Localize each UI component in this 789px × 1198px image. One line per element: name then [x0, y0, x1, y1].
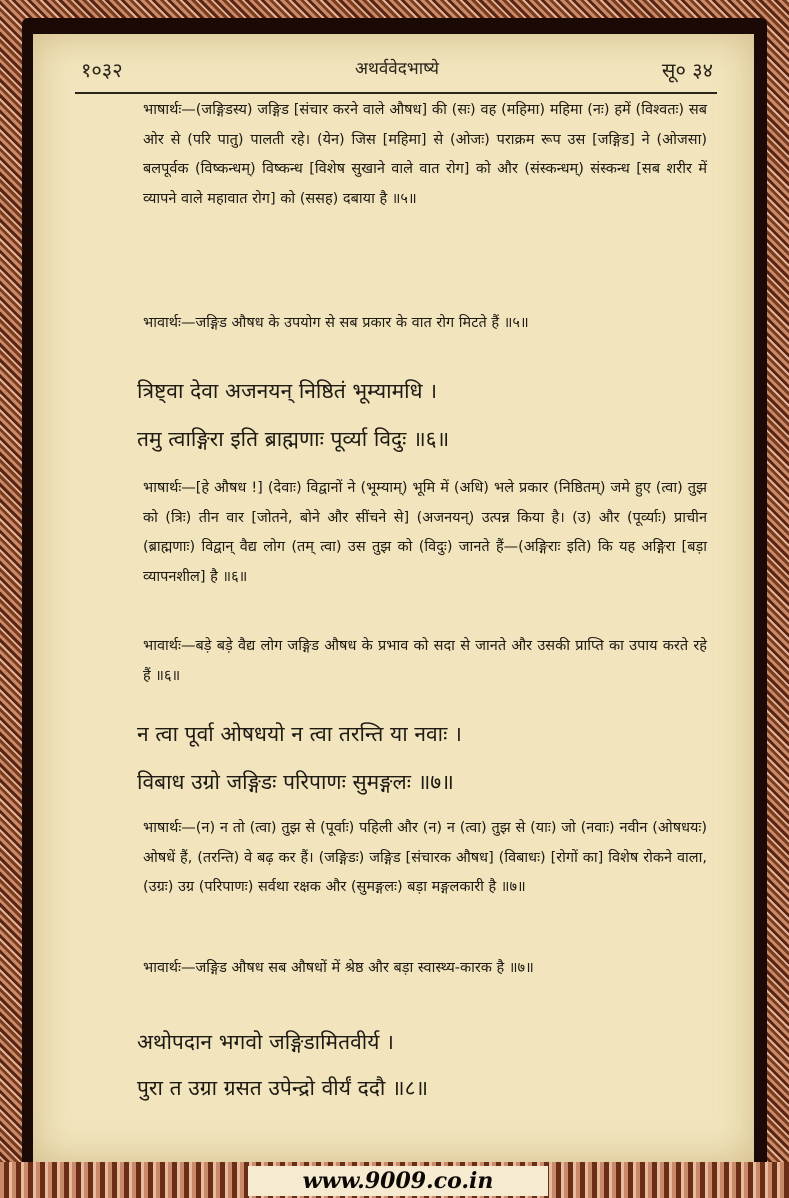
verse-line: अथोपदान भगवो जङ्गिडामितवीर्य । [137, 1030, 395, 1054]
sutra-reference: सू० ३४ [661, 58, 713, 82]
bhasharth-paragraph-7: भाषार्थः—(न) न तो (त्वा) तुझ से (पूर्वाः) पहिली और (न) न (त्वा) तुझ से (याः) जो (नवाः) नवीन (ओषधयः) ओषधें हैं, (तरन्ति) वे बढ़ कर हैं। (जङ्गिडः) जङ्गिड [संचारक औषध] (विबाधः) [रोगों का] विशेष रोकने वाला, (उग्रः) उग्र (परिपाणः) सर्वथा रक्षक और (सुमङ्गलः) बड़ा मङ्गलकारी है ॥७॥ [143, 820, 707, 895]
verse-line: पुरा त उग्रा ग्रसत उपेन्द्रो वीर्यं ददौ ॥८॥ [137, 1076, 429, 1100]
bhasharth-paragraph-6: भाषार्थः—[हे औषध !] (देवाः) विद्वानों ने (भूम्याम्) भूमि में (अधि) भले प्रकार (निष्ठितम्) जमे हुए (त्वा) तुझ को (त्रिः) तीन वार [जोतने, बोने और सींचने से] (अजनयन्) उत्पन्न किया है। (उ) और (पूर्व्याः) प्राचीन (ब्राह्मणाः) विद्वान् वैद्य लोग (तम् त्वा) उस तुझ को (विदुः) जानते हैं—(अङ्गिराः इति) कि यह अङ्गिरा [बड़ा व्यापनशील] है ॥६॥ [143, 480, 707, 585]
verse-line: विबाध उग्रो जङ्गिडः परिपाणः सुमङ्गलः ॥७॥ [137, 770, 454, 794]
bhavarth-paragraph-6: भावार्थः—बड़े बड़े वैद्य लोग जङ्गिड औषध के प्रभाव को सदा से जानते और उसकी प्राप्ति का उपाय करते रहे हैं ॥६॥ [143, 638, 707, 684]
page-number: १०३२ [81, 58, 123, 82]
scanned-page [33, 34, 754, 1162]
verse-line: त्रिष्ट्वा देवा अजनयन् निष्ठितं भूम्यामधि । [137, 379, 438, 403]
bhavarth-paragraph-5: भावार्थः—जङ्गिड औषध के उपयोग से सब प्रकार के वात रोग मिटते हैं ॥५॥ [143, 315, 529, 331]
verse-line: तमु त्वाङ्गिरा इति ब्राह्मणाः पूर्व्या विदुः ॥६॥ [137, 427, 450, 451]
book-title: अथर्ववेदभाष्ये [354, 59, 440, 79]
bhavarth-paragraph-7: भावार्थः—जङ्गिड औषध सब औषधों में श्रेष्ठ और बड़ा स्वास्थ्य-कारक है ॥७॥ [143, 960, 534, 976]
page-header [81, 56, 713, 84]
header-rule [75, 92, 717, 94]
website-watermark: www.9009.co.in [302, 1168, 494, 1194]
bhasharth-paragraph-5: भाषार्थः—(जङ्गिडस्य) जङ्गिड [संचार करने वाले औषध] की (सः) वह (महिमा) महिमा (नः) हमें (विश्वतः) सब ओर से (परि पातु) पालती रहे। (येन) जिस [महिमा] से (ओजः) पराक्रम रूप उस [जङ्गिड] ने (ओजसा) बलपूर्वक (विष्कन्धम्) विष्कन्ध [विशेष सुखाने वाले वात रोग] को और (संस्कन्धम्) संस्कन्ध [सब शरीर में व्यापने वाले महावात रोग] को (ससह) दबाया है ॥५॥ [143, 102, 707, 207]
verse-line: न त्वा पूर्वा ओषधयो न त्वा तरन्ति या नवाः । [137, 722, 462, 746]
